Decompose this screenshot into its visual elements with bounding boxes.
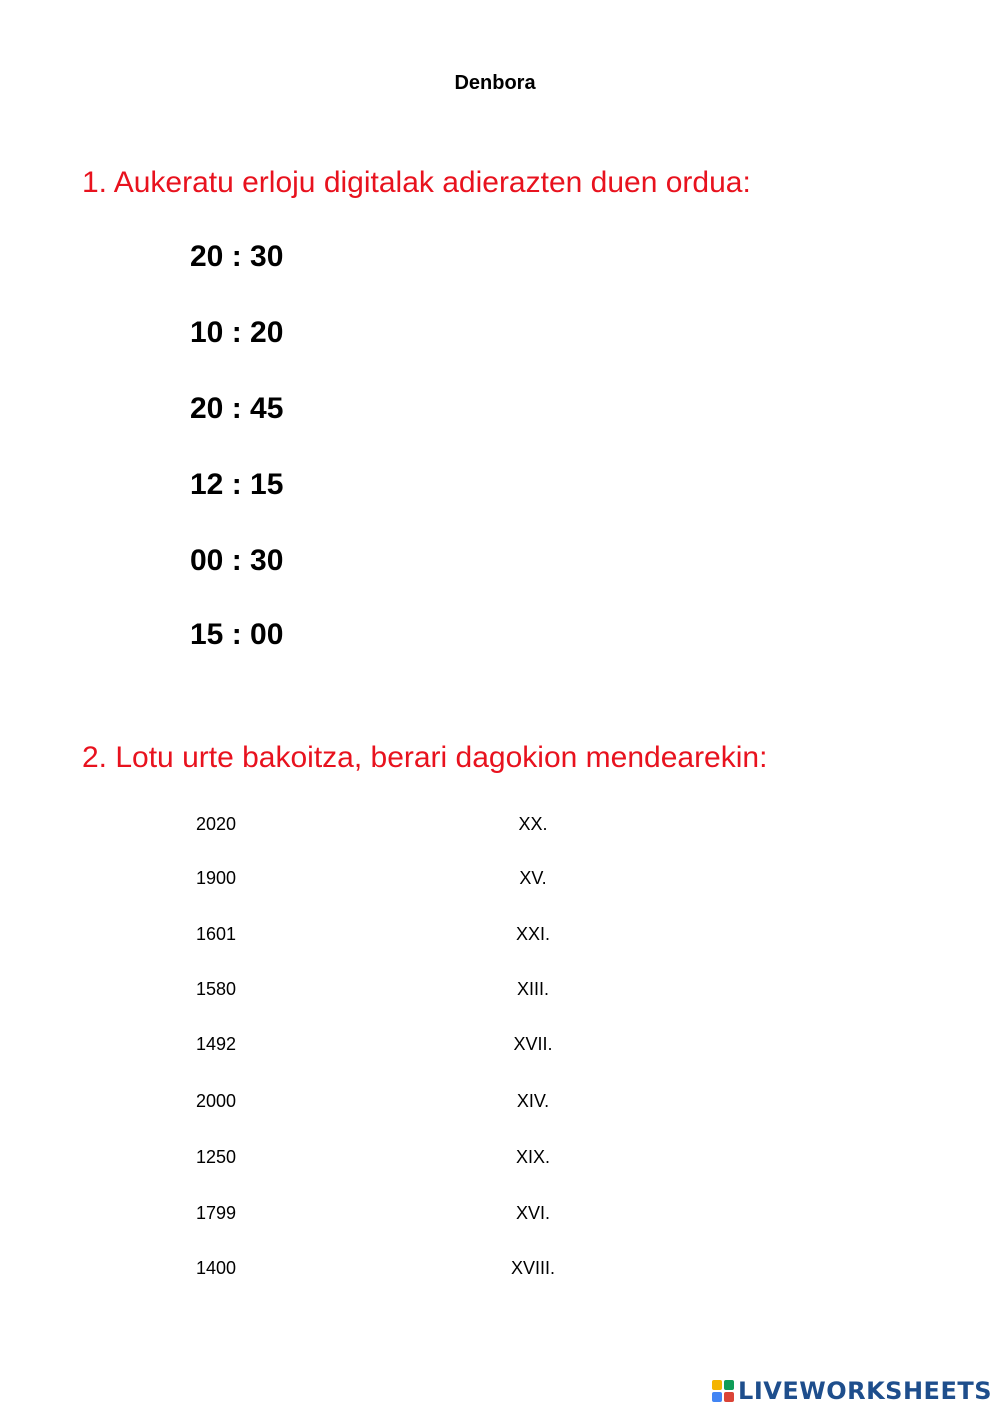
year-item[interactable]: 1580	[196, 979, 237, 999]
century-item[interactable]: XXI.	[515, 924, 551, 944]
century-item[interactable]: XVII.	[513, 1034, 553, 1054]
liveworksheets-logo	[712, 1377, 992, 1405]
year-item[interactable]: 1799	[196, 1203, 237, 1223]
time-item[interactable]: 15 : 00	[190, 618, 284, 651]
time-item[interactable]: 10 : 20	[190, 316, 284, 349]
century-item[interactable]: XVIII.	[510, 1258, 556, 1278]
year-item[interactable]: 1400	[196, 1258, 237, 1278]
time-item[interactable]: 00 : 30	[190, 544, 284, 577]
time-item[interactable]: 20 : 45	[190, 392, 284, 425]
time-item[interactable]: 12 : 15	[190, 468, 284, 501]
century-item[interactable]: XX.	[518, 814, 548, 834]
year-item[interactable]: 1900	[196, 868, 237, 888]
century-item[interactable]: XV.	[519, 868, 547, 888]
logo-text: LIVEWORKSHEETS	[738, 1377, 992, 1405]
question-2-heading: 2. Lotu urte bakoitza, berari dagokion mendearekin:	[82, 741, 768, 774]
year-item[interactable]: 1250	[196, 1147, 237, 1167]
century-item[interactable]: XIX.	[515, 1147, 551, 1167]
year-item[interactable]: 1601	[196, 924, 237, 944]
century-item[interactable]: XIII.	[516, 979, 550, 999]
liveworksheets-logo-icon	[712, 1380, 734, 1402]
time-item[interactable]: 20 : 30	[190, 240, 284, 273]
century-item[interactable]: XVI.	[515, 1203, 551, 1223]
year-item[interactable]: 2020	[196, 814, 237, 834]
page-title: Denbora	[454, 72, 536, 94]
year-item[interactable]: 1492	[196, 1034, 237, 1054]
century-item[interactable]: XIV.	[516, 1091, 550, 1111]
year-item[interactable]: 2000	[196, 1091, 237, 1111]
question-1-heading: 1. Aukeratu erloju digitalak adierazten duen ordua:	[82, 166, 751, 199]
